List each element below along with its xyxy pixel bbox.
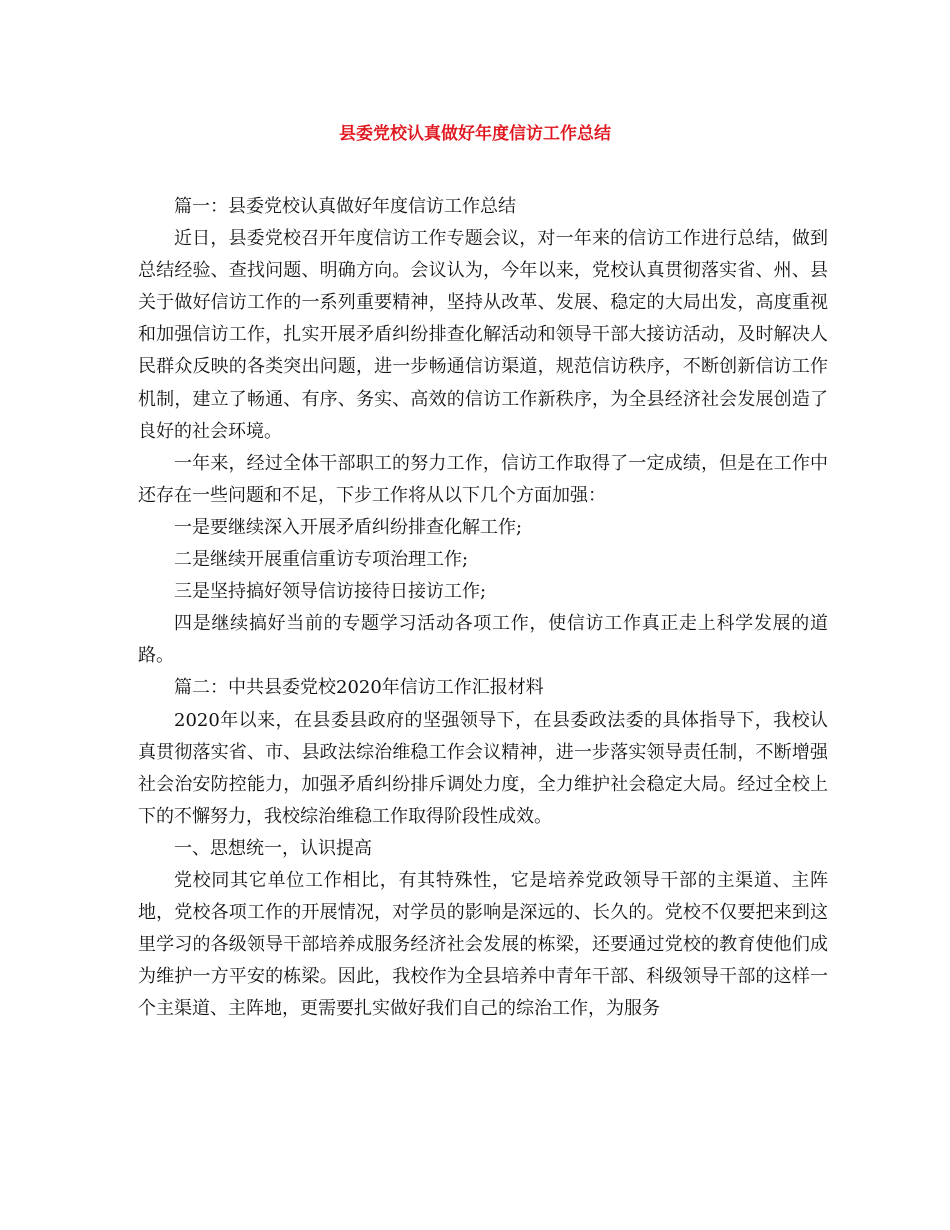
list-item-fourth: 四是继续搞好当前的专题学习活动各项工作，使信访工作真正走上科学发展的道路。 [138, 613, 828, 667]
section-heading-part-1: 篇一：县委党校认真做好年度信访工作总结 [174, 196, 516, 217]
document-title: 县委党校认真做好年度信访工作总结 [339, 124, 611, 144]
list-item-third: 三是坚持搞好领导信访接待日接访工作; [174, 581, 487, 603]
paragraph-2020-overview: 2020年以来，在县委县政府的坚强领导下，在县委政法委的具体指导下，我校认真贯彻落实省、市、县政法综治维稳工作会议精神，进一步落实领导责任制，不断增强社会治安防控能力，加强矛盾纠纷排斥调处力度，全力维护社会稳定大局。经过全校上下的不懈努力，我校综治维稳工作取得阶段性成效。 [138, 709, 828, 827]
list-item-first: 一是要继续深入开展矛盾纠纷排查化解工作; [174, 516, 523, 538]
paragraph-year-review: 一年来，经过全体干部职工的努力工作，信访工作取得了一定成绩，但是在工作中还存在一些问题和不足，下步工作将从以下几个方面加强： [138, 452, 828, 506]
document-body [138, 191, 828, 1025]
section-heading-part-2: 篇二：中共县委党校2020年信访工作汇报材料 [174, 677, 544, 699]
subheading-thought-unity: 一、思想统一，认识提高 [174, 837, 372, 859]
list-item-second: 二是继续开展重信重访专项治理工作; [174, 549, 469, 571]
paragraph-meeting-summary: 近日，县委党校召开年度信访工作专题会议，对一年来的信访工作进行总结，做到总结经验、查找问题、明确方向。会议认为，今年以来，党校认真贯彻落实省、州、县关于做好信访工作的一系列重要精神，坚持从改革、发展、稳定的大局出发，高度重视和加强信访工作，扎实开展矛盾纠纷排查化解活动和领导干部大接访活动，及时解决人民群众反映的各类突出问题，进一步畅通信访渠道，规范信访秩序，不断创新信访工作机制，建立了畅通、有序、务实、高效的信访工作新秩序，为全县经济社会发展创造了良好的社会环境。 [138, 228, 828, 442]
paragraph-party-school-role: 党校同其它单位工作相比，有其特殊性，它是培养党政领导干部的主渠道、主阵地，党校各项工作的开展情况，对学员的影响是深远的、长久的。党校不仅要把来到这里学习的各级领导干部培养成服务经济社会发展的栋梁，还要通过党校的教育使他们成为维护一方平安的栋梁。因此，我校作为全县培养中青年干部、科级领导干部的这样一个主渠道、主阵地，更需要扎实做好我们自己的综治工作，为服务 [138, 869, 828, 1020]
